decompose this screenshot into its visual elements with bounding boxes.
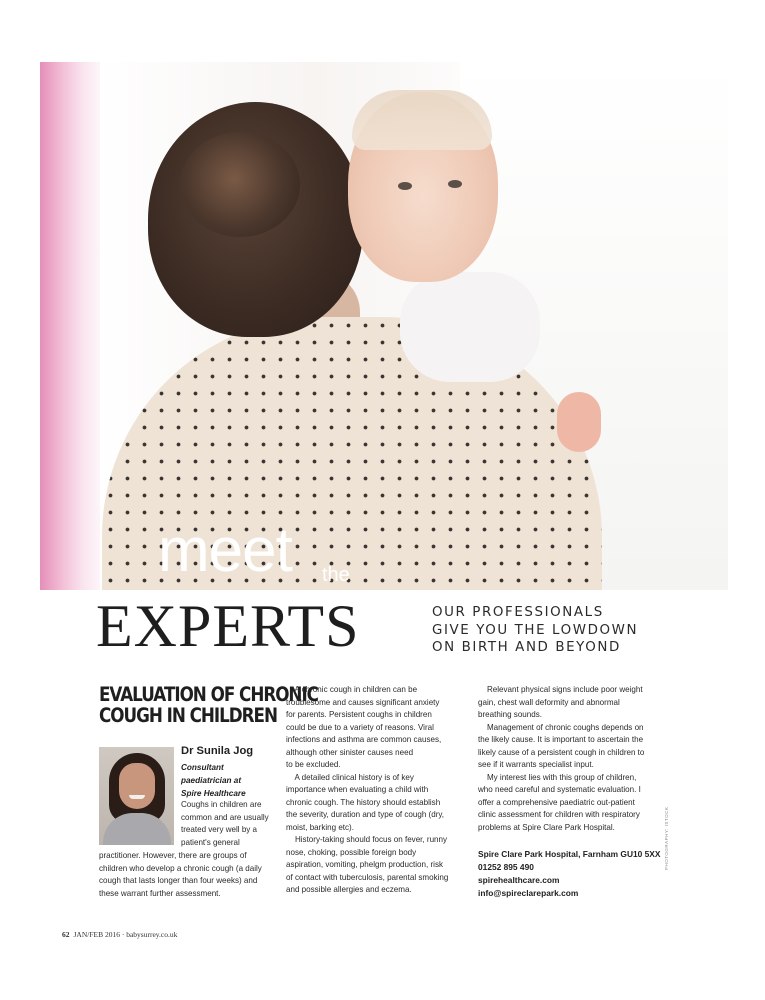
text-line: the likely cause. It is important to ascertain the [478,735,644,744]
text-line: Relevant physical signs include poor weight [478,685,643,694]
baby-hair [352,90,492,150]
text-line: cough that lasts longer than four weeks) and [99,876,258,885]
text-line: common and are usually [181,812,269,822]
author-face [119,763,155,809]
text-line: infections and asthma are common causes, [286,735,442,744]
column-two [286,684,448,897]
text-line: aspiration, vomiting, phelgm production, risk [286,860,443,869]
author-role-line: paediatrician at [181,776,242,785]
text-line: My interest lies with this group of children, [478,772,637,782]
tagline [432,604,672,657]
intro-body-text [99,850,262,900]
hair-bun [180,132,300,237]
text-line: nose, choking, possible foreign body [286,847,417,857]
baby-body [400,272,540,382]
text-line: could be due to a variety of reasons. Viral [286,722,434,732]
author-photo [99,747,174,845]
text-line: these warrant further assessment. [99,888,221,898]
hero-photo [40,62,728,590]
text-line: problems at Spire Clare Park Hospital. [478,822,615,832]
text-line: A chronic cough in children can be [286,685,418,694]
text-line: gain, chest wall deformity and abnormal [478,697,620,707]
pink-curtain [40,62,100,590]
email-link[interactable]: info@spireclarepark.com [478,888,579,898]
baby-eye-right [448,180,462,188]
hospital-address: Spire Clare Park Hospital, Farnham GU10 5XX [478,849,661,859]
text-line: the severity, duration and type of cough (dry, [286,810,445,819]
intro-wrap-text [181,799,269,849]
tagline-line: OUR PROFESSIONALS [432,605,604,620]
author-role-line: Consultant [181,763,224,772]
meet-word: meet [158,516,292,585]
text-line: importance when evaluating a child with [286,785,429,794]
photo-credit: PHOTOGRAPHY: ISTOCK [664,806,669,870]
text-line: History-taking should focus on fever, runny [286,835,448,844]
author-name: Dr Sunila Jog [181,745,254,757]
author-role [181,761,246,800]
article-title [99,683,318,727]
text-line: Management of chronic coughs depends on [478,722,644,732]
text-line: see if it warrants specialist input. [478,760,594,769]
text-line: breathing sounds. [478,710,542,719]
text-line: troublesome and causes significant anxiety [286,697,440,707]
text-line: likely cause of a persistent cough in children to [478,747,645,757]
website-link[interactable]: spirehealthcare.com [478,875,560,885]
author-shoulders [103,813,171,845]
article-title-line: COUGH IN CHILDREN [99,704,277,727]
tagline-line: ON BIRTH AND BEYOND [432,640,621,655]
text-line: children who develop a chronic cough (a daily [99,863,262,873]
article-title-line: EVALUATION OF CHRONIC [99,683,318,706]
experts-headline: EXPERTS [96,593,360,659]
tagline-line: GIVE YOU THE LOWDOWN [432,622,639,638]
page-number: 62 [62,930,70,939]
text-line: to be excluded. [286,760,341,769]
text-line: offer a comprehensive paediatric out-patient [478,797,635,807]
text-line: of contact with tuberculosis, parental smoking [286,872,449,882]
the-word: the [322,564,350,586]
author-role-line: Spire Healthcare [181,789,246,798]
text-line: moist, barking etc). [286,822,354,832]
text-line: clinic assessment for children with respiratory [478,810,640,819]
author-smile [129,795,145,799]
text-line: Coughs in children are [181,800,262,809]
text-line: who need careful and systematic evaluation. I [478,785,641,794]
phone-number: 01252 895 490 [478,862,534,872]
text-line: chronic cough. The history should establish [286,797,441,807]
page-footer [62,930,177,939]
text-line: although other sinister causes need [286,747,414,757]
text-line: and possible allergies and eczema. [286,885,412,894]
issue-and-website: JAN/FEB 2016 · babysurrey.co.uk [73,930,178,939]
text-line: for parents. Persistent coughs in children [286,710,432,719]
text-line: practitioner. However, there are groups of [99,851,247,860]
text-line: patient's general [181,837,240,847]
column-three [478,684,644,834]
text-line: A detailed clinical history is of key [286,772,414,782]
contact-block [478,848,660,900]
baby-hand [557,392,601,452]
text-line: treated very well by a [181,825,258,834]
baby-eye-left [398,182,412,190]
